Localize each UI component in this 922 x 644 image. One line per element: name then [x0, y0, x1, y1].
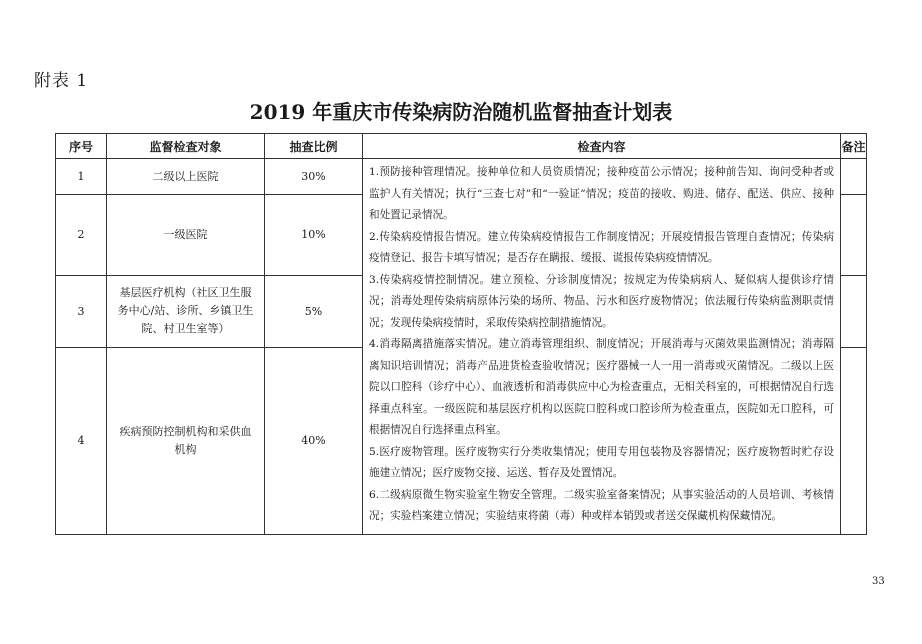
row-note — [841, 159, 867, 195]
row-object: 疾病预防控制机构和采供血机构 — [107, 347, 265, 534]
row-seq: 4 — [56, 347, 107, 534]
row-seq: 1 — [56, 159, 107, 195]
row-seq: 3 — [56, 275, 107, 347]
content-item: 1.预防接种管理情况。接种单位和人员资质情况；接种疫苗公示情况；接种前告知、询问受种者或监护人有关情况；执行“三查七对”和“一验证”情况；疫苗的接收、购进、储存、配送、供应、接种和处置记录情况。 — [369, 166, 834, 221]
row-object: 二级以上医院 — [107, 159, 265, 195]
header-note: 备注 — [841, 134, 867, 159]
row-ratio: 10% — [265, 195, 363, 275]
header-content: 检查内容 — [363, 134, 841, 159]
content-item: 2.传染病疫情报告情况。建立传染病疫情报告工作制度情况；开展疫情报告管理自查情况；传染病疫情登记、报告卡填写情况；是否存在瞒报、缓报、谎报传染病疫情情况。 — [369, 230, 834, 264]
page-number: 33 — [872, 576, 885, 587]
table-row — [56, 159, 867, 195]
row-note — [841, 195, 867, 275]
row-note — [841, 275, 867, 347]
document-title: 2019 年重庆市传染病防治随机监督抽查计划表 — [249, 100, 673, 124]
content-item: 3.传染病疫情控制情况。建立预检、分诊制度情况；按规定为传染病病人、疑似病人提供诊疗情况；消毒处理传染病病原体污染的场所、物品、污水和医疗废物情况；依法履行传染病监测职责情况；发现传染病疫情时，采取传染病控制措施情况。 — [369, 273, 834, 329]
header-ratio: 抽查比例 — [265, 134, 363, 159]
row-object: 一级医院 — [107, 195, 265, 275]
header-seq: 序号 — [56, 134, 107, 159]
inspection-plan-table — [55, 133, 867, 535]
content-item: 6.二级病原微生物实验室生物安全管理。二级实验室备案情况；从事实验活动的人员培训、考核情况；实验档案建立情况；实验结束将菌（毒）种或样本销毁或者送交保藏机构保藏情况。 — [369, 488, 834, 522]
row-ratio: 40% — [265, 347, 363, 534]
table-header-row — [56, 134, 867, 159]
row-ratio: 5% — [265, 275, 363, 347]
inspection-content-cell — [363, 159, 841, 535]
attachment-label: 附表 1 — [34, 71, 89, 91]
row-seq: 2 — [56, 195, 107, 275]
content-item: 4.消毒隔离措施落实情况。建立消毒管理组织、制度情况；开展消毒与灭菌效果监测情况；消毒隔离知识培训情况；消毒产品进货检查验收情况；医疗器械一人一用一消毒或灭菌情况。二级以上医院以口腔科（诊疗中心）、血液透析和消毒供应中心为检查重点，无相关科室的，可根据情况自行选择重点科室。一级医院和基层医疗机构以医院口腔科或口腔诊所为检查重点，医院如无口腔科，可根据情况自行选择重点科室。 — [369, 338, 834, 436]
row-note — [841, 347, 867, 534]
header-object: 监督检查对象 — [107, 134, 265, 159]
row-ratio: 30% — [265, 159, 363, 195]
content-item: 5.医疗废物管理。医疗废物实行分类收集情况；使用专用包装物及容器情况；医疗废物暂时贮存设施建立情况；医疗废物交接、运送、暂存及处置情况。 — [369, 445, 834, 479]
row-object: 基层医疗机构（社区卫生服务中心/站、诊所、乡镇卫生院、村卫生室等） — [107, 275, 265, 347]
